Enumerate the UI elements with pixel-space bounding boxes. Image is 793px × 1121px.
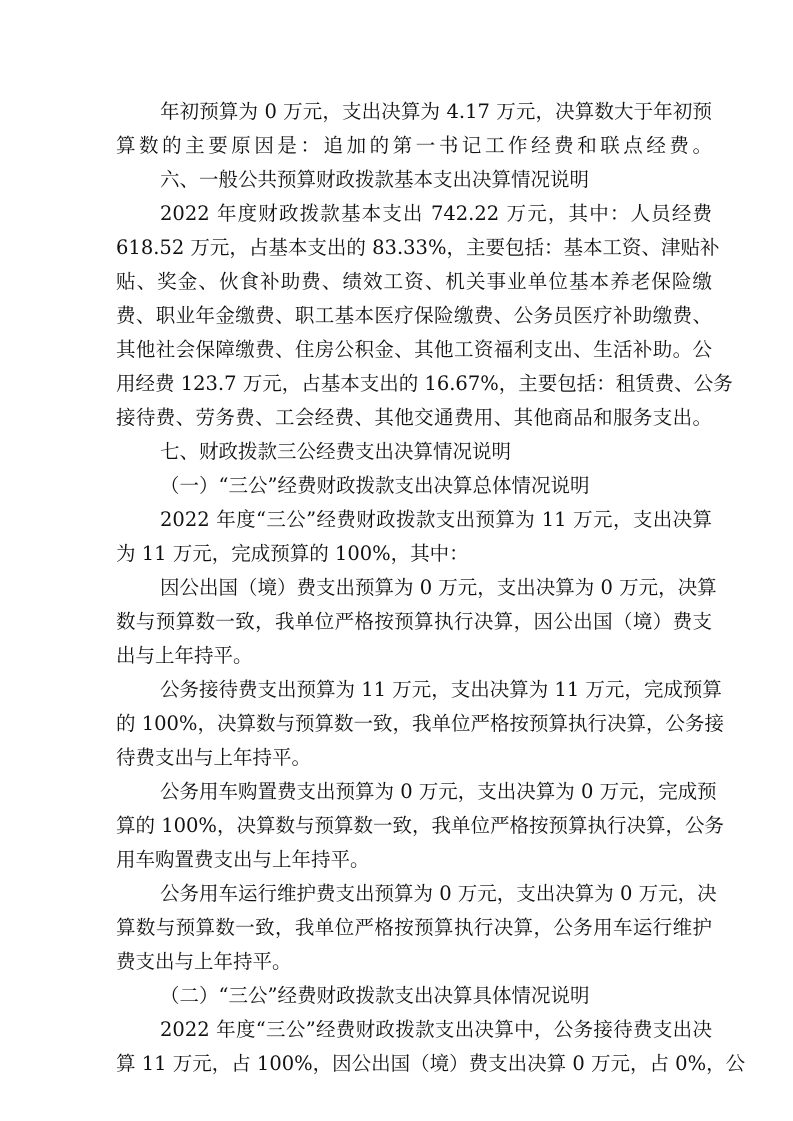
paragraph-line: 因公出国（境）费支出预算为 0 万元，支出决算为 0 万元，决算 <box>160 576 717 599</box>
paragraph-line: 其他社会保障缴费、住房公积金、其他工资福利支出、生活补助。公 <box>116 338 712 361</box>
section-heading: 七、财政拨款三公经费支出决算情况说明 <box>160 440 512 463</box>
paragraph-line: 年初预算为 0 万元，支出决算为 4.17 万元，决算数大于年初预 <box>160 100 712 123</box>
subsection-heading: （一）“三公”经费财政拨款支出决算总体情况说明 <box>160 474 590 497</box>
paragraph-line: 2022 年度财政拨款基本支出 742.22 万元，其中：人员经费 <box>160 202 712 225</box>
paragraph-line: 算数的主要原因是：追加的第一书记工作经费和联点经费。 <box>116 134 712 157</box>
paragraph-line: 公务接待费支出预算为 11 万元，支出决算为 11 万元，完成预算 <box>160 678 722 701</box>
paragraph-line: 数与预算数一致，我单位严格按预算执行决算，因公出国（境）费支 <box>116 610 712 633</box>
paragraph-line: 公务用车运行维护费支出预算为 0 万元，支出决算为 0 万元，决 <box>160 882 717 905</box>
paragraph-line: 公务用车购置费支出预算为 0 万元，支出决算为 0 万元，完成预 <box>160 780 717 803</box>
section-heading: 六、一般公共预算财政拨款基本支出决算情况说明 <box>160 168 590 191</box>
paragraph-line: 算 11 万元，占 100%，因公出国（境）费支出决算 0 万元，占 0%，公 <box>116 1052 746 1075</box>
subsection-heading: （二）“三公”经费财政拨款支出决算具体情况说明 <box>160 984 590 1007</box>
paragraph-line: 接待费、劳务费、工会经费、其他交通费用、其他商品和服务支出。 <box>116 406 712 429</box>
paragraph-line: 2022 年度“三公”经费财政拨款支出预算为 11 万元，支出决算 <box>160 508 712 531</box>
paragraph-line: 费、职业年金缴费、职工基本医疗保险缴费、公务员医疗补助缴费、 <box>116 304 712 327</box>
paragraph-line: 费支出与上年持平。 <box>116 950 292 973</box>
paragraph-line: 待费支出与上年持平。 <box>116 746 312 769</box>
paragraph-line: 的 100%，决算数与预算数一致，我单位严格按预算执行决算，公务接 <box>116 712 724 735</box>
paragraph-line: 2022 年度“三公”经费财政拨款支出决算中，公务接待费支出决 <box>160 1018 712 1041</box>
paragraph-line: 算的 100%，决算数与预算数一致，我单位严格按预算执行决算，公务 <box>116 814 724 837</box>
paragraph-line: 用经费 123.7 万元，占基本支出的 16.67%，主要包括：租赁费、公务 <box>116 372 733 395</box>
paragraph-line: 用车购置费支出与上年持平。 <box>116 848 370 871</box>
paragraph-line: 算数与预算数一致，我单位严格按预算执行决算，公务用车运行维护 <box>116 916 712 939</box>
paragraph-line: 出与上年持平。 <box>116 644 253 667</box>
paragraph-line: 贴、奖金、伙食补助费、绩效工资、机关事业单位基本养老保险缴 <box>116 270 712 293</box>
paragraph-line: 为 11 万元，完成预算的 100%，其中： <box>116 542 469 565</box>
paragraph-line: 618.52 万元，占基本支出的 83.33%，主要包括：基本工资、津贴补 <box>116 236 720 259</box>
